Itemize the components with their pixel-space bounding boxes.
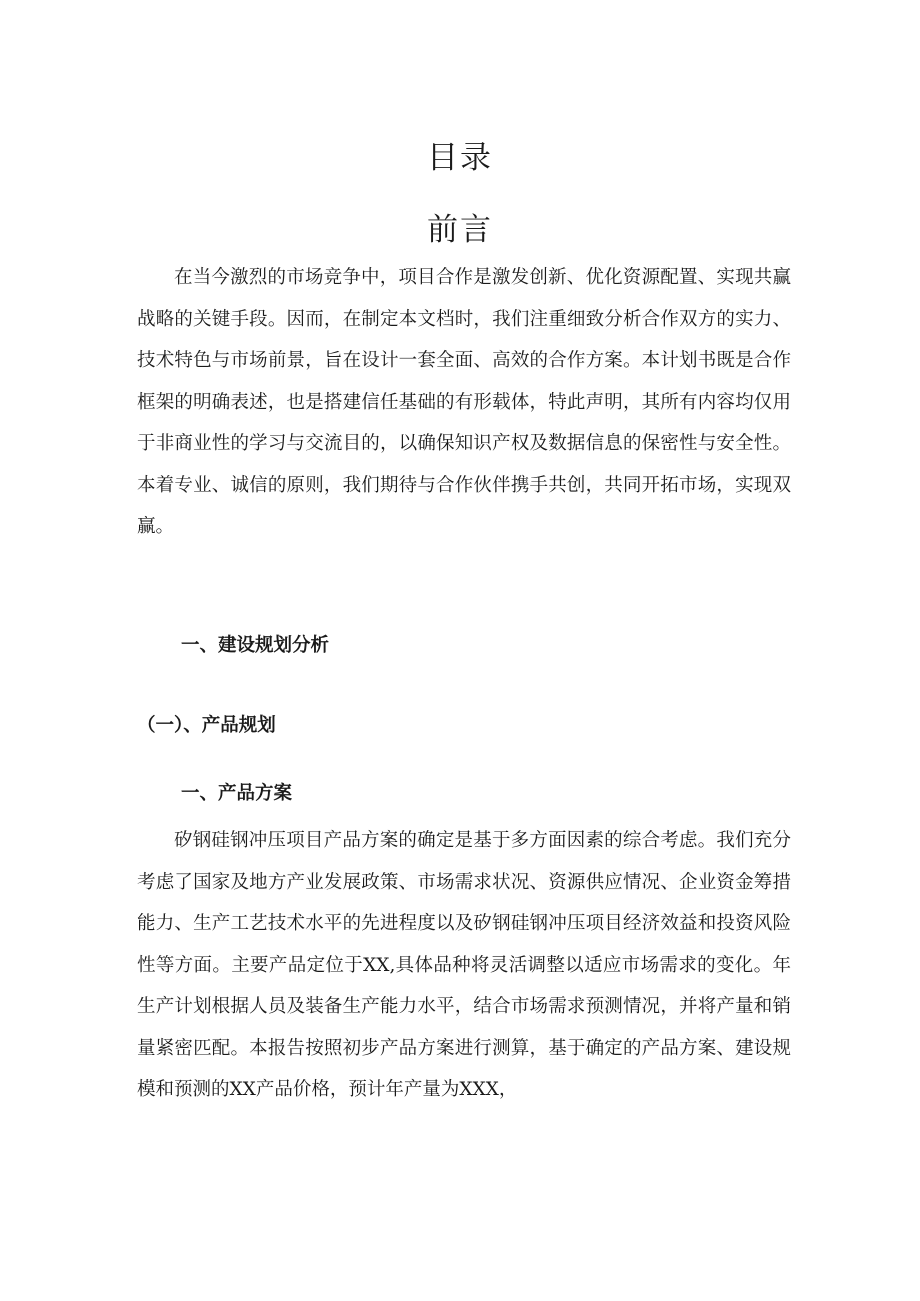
- subsection-heading-product-planning: （一）、产品规划: [137, 715, 276, 736]
- section-heading-construction-planning: 一、建设规划分析: [181, 635, 330, 656]
- product-scheme-paragraph: 矽钢硅钢冲压项目产品方案的确定是基于多方面因素的综合考虑。我们充分考虑了国家及地方产业发展政策、市场需求状况、资源供应情况、企业资金筹措能力、生产工艺技术水平的先进程度以及矽钢硅钢冲压项目经济效益和投资风险性等方面。主要产品定位于XX,具体品种将灵活调整以适应市场需求的变化。年生产计划根据人员及装备生产能力水平，结合市场需求预测情况，并将产量和销量紧密匹配。本报告按照初步产品方案进行测算，基于确定的产品方案、建设规模和预测的XX产品价格，预计年产量为XXX，: [137, 830, 791, 1100]
- preface-paragraph: 在当今激烈的市场竞争中，项目合作是激发创新、优化资源配置、实现共赢战略的关键手段。因而，在制定本文档时，我们注重细致分析合作双方的实力、技术特色与市场前景，旨在设计一套全面、高效的合作方案。本计划书既是合作框架的明确表述，也是搭建信任基础的有形载体，特此声明，其所有内容均仅用于非商业性的学习与交流目的，以确保知识产权及数据信息的保密性与安全性。本着专业、诚信的原则，我们期待与合作伙伴携手共创，共同开拓市场，实现双赢。: [137, 267, 791, 537]
- item-heading-product-scheme: 一、产品方案: [181, 783, 293, 804]
- toc-title: 目录: [427, 139, 493, 176]
- preface-title: 前言: [427, 211, 493, 248]
